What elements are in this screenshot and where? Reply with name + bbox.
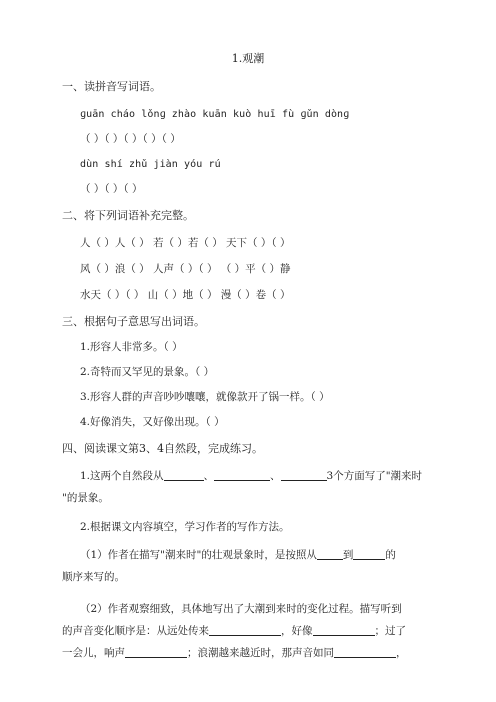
pinyin-row-2: dùn shí zhǔ jiàn yóu rú	[80, 159, 221, 170]
question-1: 1.这两个自然段从 、 、 3个方面写了"潮来时 "的景象。	[62, 470, 423, 504]
idiom-row-3[interactable]: 水天（ ）（ ） 山（ ）地（ ） 漫（ ）卷（ ）	[80, 289, 291, 301]
answer-blank[interactable]	[353, 548, 385, 560]
question-2-2: （2）作者观察细致，具体地写出了大潮到来时的变化过程。描写听到 的声音变化顺序是：从远处传来 ，好像 ；过了 一会儿，响声 ；浪潮越来越近时，那声音如同 ，	[62, 603, 407, 659]
definition-item-2[interactable]: 2.奇特而又罕见的景象。（ ）	[80, 366, 215, 378]
answer-blanks-row-2[interactable]: （ ）（ ）（ ）	[80, 183, 143, 195]
definition-item-4[interactable]: 4.好像消失，又好像出现。（ ）	[80, 416, 225, 428]
answer-blank[interactable]	[209, 624, 281, 636]
question-2-1: （1）作者在描写"潮来时"的壮观景象时，是按照从 到 的 顺序来写的。	[62, 549, 396, 583]
section3-heading: 三、根据句子意思写出词语。	[62, 315, 205, 328]
answer-blank[interactable]	[214, 469, 270, 481]
answer-blank[interactable]	[164, 469, 204, 481]
page-title: 1.观潮	[231, 52, 265, 65]
answer-blank[interactable]	[125, 646, 187, 658]
answer-blank[interactable]	[317, 548, 343, 560]
answer-blank[interactable]	[334, 646, 396, 658]
definition-item-3[interactable]: 3.形容人群的声音吵吵嚷嚷，就像款开了锅一样。（ ）	[80, 391, 330, 403]
section4-heading: 四、阅读课文第3、4自然段，完成练习。	[62, 442, 263, 455]
question-2: 2.根据课文内容填空，学习作者的写作方法。	[80, 521, 290, 533]
answer-blank[interactable]	[281, 469, 327, 481]
definition-item-1[interactable]: 1.形容人非常多。（ ）	[80, 341, 183, 353]
pinyin-row-1: ɡuān cháo lǒnɡ zhào kuān kuò huī fù ɡǔn dònɡ	[80, 109, 350, 120]
section2-heading: 二、将下列词语补充完整。	[62, 209, 194, 222]
answer-blanks-row-1[interactable]: （ ）（ ）（ ）（ ）（ ）	[80, 133, 181, 145]
section1-heading: 一、读拼音写词语。	[62, 80, 161, 93]
idiom-row-2[interactable]: 风（ ）浪（ ） 人声（ ）（ ） （ ）平（ ）静	[80, 263, 291, 275]
idiom-row-1[interactable]: 人（ ）人（ ） 若（ ）若（ ） 天下（ ）（ ）	[80, 237, 291, 249]
answer-blank[interactable]	[313, 624, 375, 636]
